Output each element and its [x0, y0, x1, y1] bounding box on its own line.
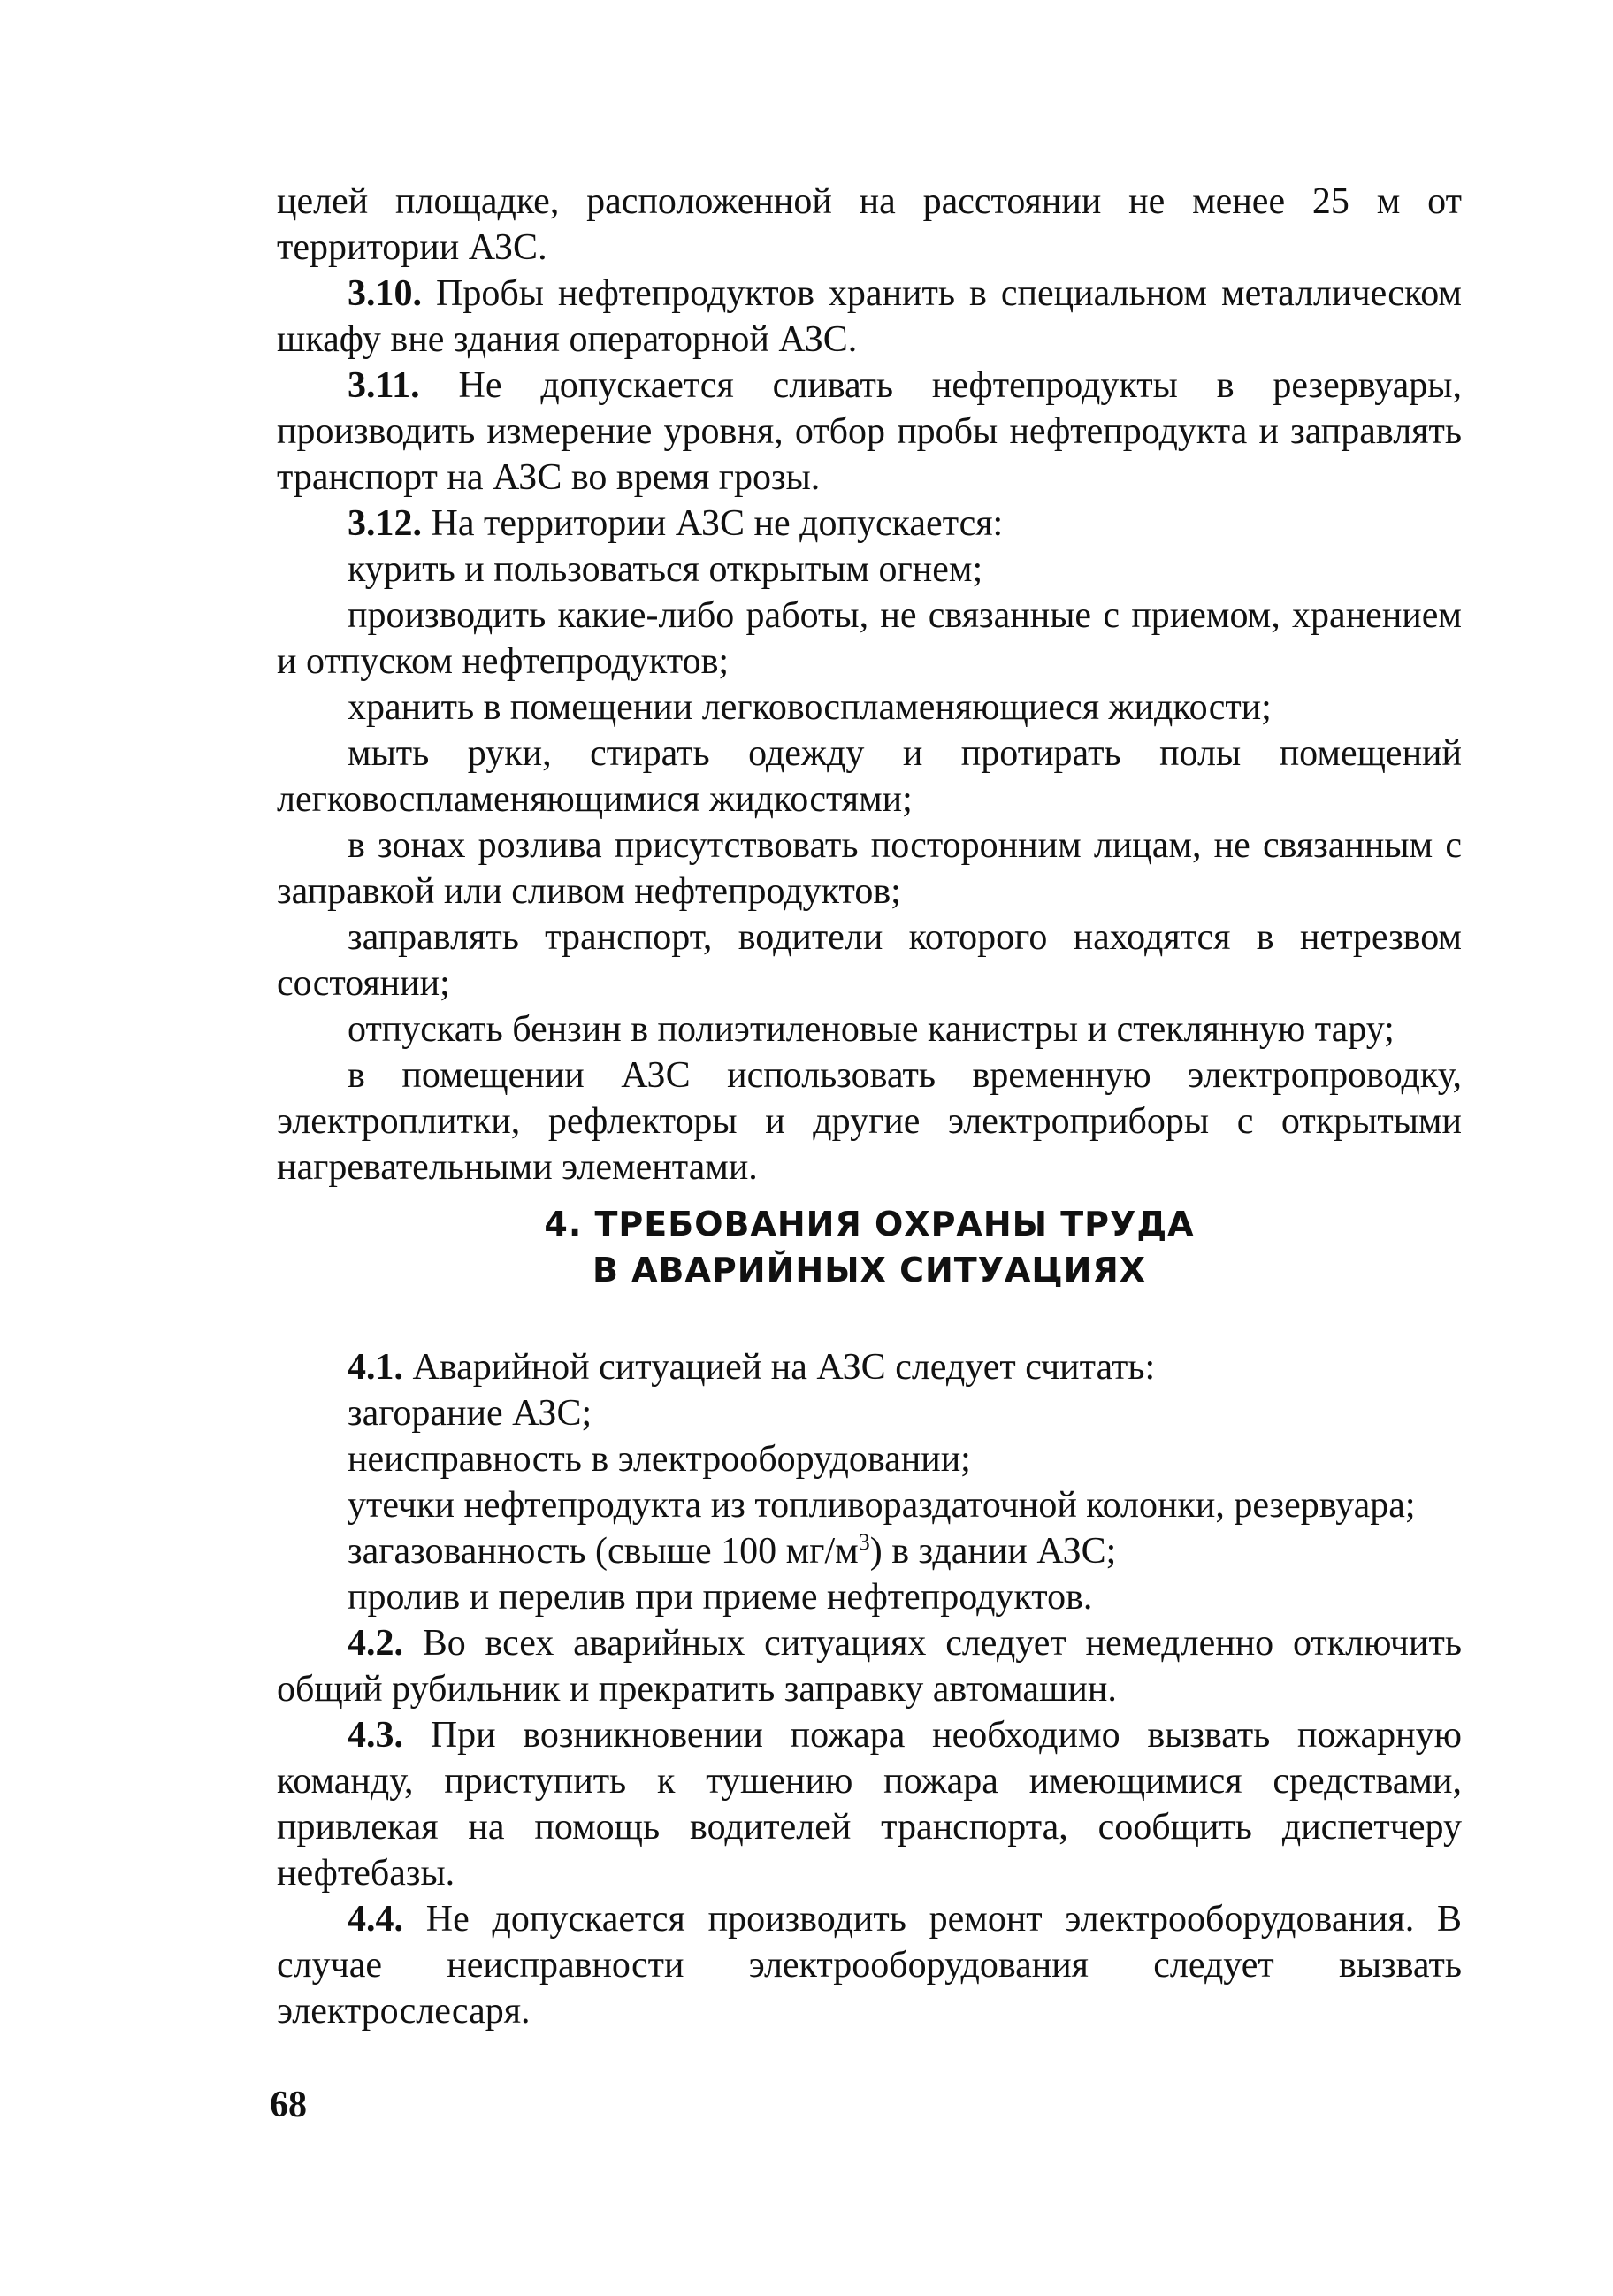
- superscript: 3: [858, 1529, 870, 1555]
- paragraph-4-1: [277, 1344, 1462, 1390]
- clause-text: Пробы нефтепродуктов хранить в специальном металлическом шкафу вне здания операторной АЗС.: [277, 273, 1462, 360]
- paragraph-continuation: целей площадке, расположенной на расстоянии не менее 25 м от территории АЗС.: [277, 181, 1462, 268]
- section-3-text: [277, 179, 1462, 1190]
- gas-text-before: загазованность (свыше 100 мг/м: [348, 1531, 859, 1572]
- paragraph-4-4: [277, 1896, 1462, 2034]
- clause-number: 4.3.: [348, 1715, 403, 1756]
- list-item: неисправность в электрооборудовании;: [348, 1439, 971, 1480]
- list-item: пролив и перелив при приеме нефтепродуктов.: [348, 1577, 1093, 1618]
- list-item: отпускать бензин в полиэтиленовые канистры и стеклянную тару;: [348, 1009, 1395, 1050]
- clause-text: Во всех аварийных ситуациях следует немедленно отключить общий рубильник и прекратить заправку автомашин.: [277, 1623, 1462, 1710]
- section-4-text: [277, 1344, 1462, 2034]
- clause-text: При возникновении пожара необходимо вызвать пожарную команду, приступить к тушению пожара имеющимися средствами, привлекая на помощь водителей транспорта, сообщить диспетчеру нефтебазы.: [277, 1715, 1462, 1894]
- list-item: хранить в помещении легковоспламеняющиеся жидкости;: [348, 687, 1272, 728]
- paragraph-3-12: [277, 501, 1462, 547]
- section-4-heading: [277, 1201, 1462, 1293]
- list-item: утечки нефтепродукта из топливораздаточной колонки, резервуара;: [348, 1485, 1416, 1526]
- clause-number: 3.10.: [348, 273, 422, 314]
- paragraph-4-2: [277, 1620, 1462, 1712]
- paragraph-3-11: [277, 363, 1462, 501]
- clause-text: Аварийной ситуацией на АЗС следует считать:: [403, 1347, 1156, 1388]
- clause-text: Не допускается сливать нефтепродукты в резервуары, производить измерение уровня, отбор пробы нефтепродукта и заправлять транспорт на АЗС во время грозы.: [277, 365, 1462, 498]
- clause-number: 4.1.: [348, 1347, 403, 1388]
- heading-line: В АВАРИЙНЫХ СИТУАЦИЯХ: [592, 1251, 1147, 1290]
- paragraph-3-10: [277, 271, 1462, 363]
- clause-number: 3.11.: [348, 365, 420, 406]
- list-item: производить какие-либо работы, не связанные с приемом, хранением и отпуском нефтепродуктов;: [277, 595, 1462, 682]
- clause-number: 3.12.: [348, 503, 422, 544]
- list-item: загорание АЗС;: [348, 1393, 592, 1434]
- list-item: заправлять транспорт, водители которого находятся в нетрезвом состоянии;: [277, 917, 1462, 1004]
- list-item-gas: [277, 1528, 1462, 1574]
- heading-line: 4. ТРЕБОВАНИЯ ОХРАНЫ ТРУДА: [544, 1205, 1195, 1244]
- list-item: в помещении АЗС использовать временную электропроводку, электроплитки, рефлекторы и другие электроприборы с открытыми нагревательными элементами.: [277, 1055, 1462, 1188]
- clause-text: На территории АЗС не допускается:: [422, 503, 1004, 544]
- clause-number: 4.4.: [348, 1899, 403, 1940]
- page-number: 68: [270, 2085, 307, 2125]
- list-item: курить и пользоваться открытым огнем;: [348, 549, 983, 590]
- list-item: в зонах розлива присутствовать посторонним лицам, не связанным с заправкой или сливом нефтепродуктов;: [277, 825, 1462, 912]
- gas-text-after: ) в здании АЗС;: [869, 1531, 1117, 1572]
- paragraph-4-3: [277, 1712, 1462, 1896]
- list-item: мыть руки, стирать одежду и протирать полы помещений легковоспламеняющимися жидкостями;: [277, 733, 1462, 820]
- clause-text: Не допускается производить ремонт электрооборудования. В случае неисправности электрооборудования следует вызвать электрослесаря.: [277, 1899, 1462, 2032]
- clause-number: 4.2.: [348, 1623, 403, 1664]
